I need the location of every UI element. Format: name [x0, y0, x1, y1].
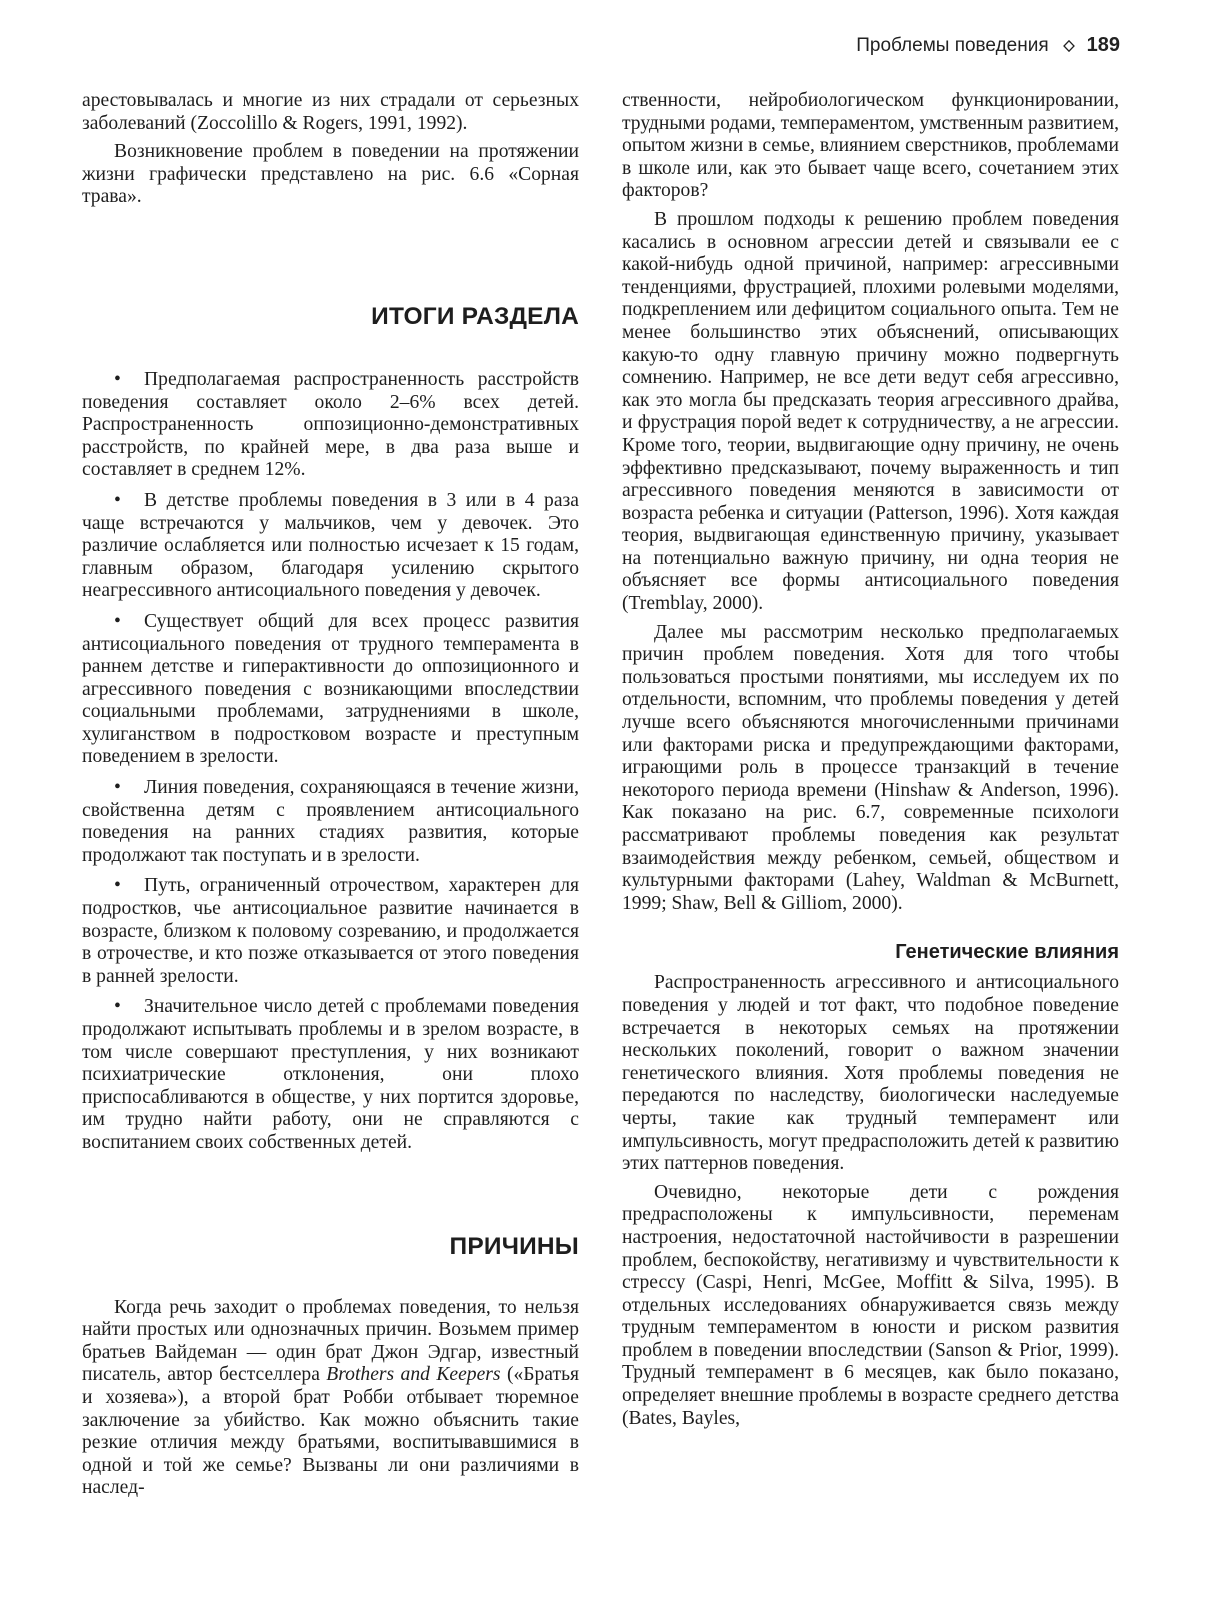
list-item: [82, 369, 579, 482]
bullet-icon: •: [114, 996, 121, 1018]
running-head: [856, 34, 1120, 57]
paragraph-possible-causes: Далее мы рассмотрим несколько предполагаемых причин проблем поведения. Хотя для того чтобы пользоваться простыми понятиями, мы исследуем их по отдельности, вспомним, что проблемы поведения у детей лучше всего объясняются многочисленными причинами или факторами риска и предупреждающими факторами, играющими роль в процессе транзакций в течение некоторого периода времени (Hinshaw & Anderson, 1996). Как показано на рис. 6.7, современные психологи рассматривают проблемы поведения как результат взаимодействия между ребенком, семьей, обществом и культурными факторами (Lahey, Waldman & McBurnett, 1999; Shaw, Bell & Gilliom, 2000).: [622, 621, 1119, 914]
bullet-icon: •: [114, 875, 121, 897]
list-item: [82, 611, 579, 769]
paragraph-causes-intro: [82, 1297, 579, 1500]
causes-text-a: Когда речь заходит о проблемах поведения, то нельзя найти простых или однозначных причин. Возьмем пример братьев Вайдеман — один брат Джон Эдгар, известный писатель, автор бестселлера: [82, 1296, 579, 1386]
page-number: 189: [1086, 34, 1120, 56]
subsection-heading-genetic: Генетические влияния: [895, 941, 1119, 964]
left-column: [82, 90, 579, 1500]
book-title: Brothers and Keepers: [326, 1364, 501, 1386]
paragraph-figure-reference: Возникновение проблем в поведении на протяжении жизни графически представлено на рис. 6.6 «Сорная трава».: [82, 141, 579, 208]
list-item-text: Существует общий для всех процесс развития антисоциального поведения от трудного темперамента в раннем детстве и гиперактивности до оппозиционного и агрессивного поведения с возникающими впоследствии социальными проблемами, затруднениями в школе, хулиганством в подростковом возрасте и преступным поведением в зрелости.: [82, 610, 579, 768]
bullet-icon: •: [114, 368, 121, 390]
list-item: [82, 777, 579, 867]
right-column: [622, 90, 1119, 1430]
diamond-icon: [1063, 40, 1075, 52]
paragraph-continued: арестовывалась и многие из них страдали от серьезных заболеваний (Zoccolillo & Rogers, 1991, 1992).: [82, 90, 579, 134]
paragraph-genetic-1: Распространенность агрессивного и антисоциального поведения у людей и тот факт, что подобное поведение встречается в некоторых семьях на протяжении нескольких поколений, говорит о важном значении генетического влияния. Хотя проблемы поведения не передаются по наследству, биологически наследуемые черты, такие как трудный темперамент или импульсивность, могут предрасположить детей к развитию этих паттернов поведения.: [622, 972, 1119, 1175]
paragraph-genetic-2: Очевидно, некоторые дети с рождения предрасположены к импульсивности, переменам настроения, недостаточной настойчивости в разрешении проблем, беспокойству, негативизму и чувствительности к стрессу (Caspi, Henri, McGee, Moffitt & Silva, 1995). В отдельных исследованиях обнаруживается связь между трудным темпераментом в юности и риском развития проблем в поведении впоследствии (Sanson & Prior, 1999). Трудный темперамент в 6 месяцев, как было показано, определяет внешние проблемы в возрасте среднего детства (Bates, Bayles,: [622, 1181, 1119, 1429]
summary-list: [82, 369, 579, 1155]
section-heading-summary: ИТОГИ РАЗДЕЛА: [371, 302, 579, 330]
running-title: Проблемы поведения: [856, 35, 1049, 56]
list-item: [82, 875, 579, 988]
list-item: [82, 996, 579, 1154]
paragraph-continued: ственности, нейробиологическом функционировании, трудными родами, темпераментом, умственным развитием, опытом жизни в семье, влиянием сверстников, проблемами в школе или, как это бывает чаще всего, сочетанием этих факторов?: [622, 90, 1119, 202]
paragraph-past-approaches: В прошлом подходы к решению проблем поведения касались в основном агрессии детей и связывали ее с какой-нибудь одной причиной, например: агрессивными тенденциями, фрустрацией, плохими ролевыми моделями, подкреплением или дефицитом социального опыта. Тем не менее большинство этих объяснений, описывающих какую-то одну главную причину можно подвергнуть сомнению. Например, не все дети ведут себя агрессивно, как это могла бы предсказать теория агрессивного драйва, и фрустрация порой ведет к сотрудничеству, а не агрессии. Кроме того, теории, выдвигающие одну причину, не очень эффективно предсказывают, почему выраженность и тип агрессивного поведения меняются в зависимости от возраста ребенка и ситуации (Patterson, 1996). Хотя каждая теория, выдвигающая единственную причину, указывает на потенциально важную причину, ни одна теория не объясняет все формы антисоциального поведения (Tremblay, 2000).: [622, 208, 1119, 615]
causes-text-b: («Братья и хозяева»), а второй брат Робби отбывает тюремное заключение за убийство. Как можно объяснить такие резкие отличия между братьями, воспитывавшимися в одной и той же семье? Вызваны ли они различиями в наслед-: [82, 1364, 580, 1499]
bullet-icon: •: [114, 610, 121, 632]
list-item-text: Путь, ограниченный отрочеством, характерен для подростков, чье антисоциальное развитие начинается в возрасте, близком к половому созреванию, и продолжается в отрочестве, и кто позже отказывается от этого поведения в ранней зрелости.: [82, 875, 579, 987]
bullet-icon: •: [114, 777, 121, 799]
list-item-text: Значительное число детей с проблемами поведения продолжают испытывать проблемы и в зрелом возрасте, в том числе совершают преступления, у них возникают психиатрические отклонения, они плохо приспосабливаются в обществе, у них портится здоровье, им трудно найти работу, они не справляются с воспитанием своих собственных детей.: [82, 996, 579, 1153]
bullet-icon: •: [114, 489, 121, 511]
list-item-text: Линия поведения, сохраняющаяся в течение жизни, свойственна детям с проявлением антисоциального поведения на ранних стадиях развития, которые продолжают так поступать и в зрелости.: [82, 777, 579, 866]
list-item-text: В детстве проблемы поведения в 3 или в 4 раза чаще встречаются у мальчиков, чем у девочек. Это различие ослабляется или полностью исчезает к 15 годам, главным образом, благодаря усилению скрытого неагрессивного антисоциального поведения у девочек.: [82, 489, 579, 602]
list-item: [82, 490, 579, 603]
list-item-text: Предполагаемая распространенность расстройств поведения составляет около 2–6% всех детей. Распространенность оппозиционно-демонстративных расстройств, по крайней мере, в два раза выше и составляет в среднем 12%.: [82, 368, 579, 481]
section-heading-causes: ПРИЧИНЫ: [449, 1232, 579, 1260]
